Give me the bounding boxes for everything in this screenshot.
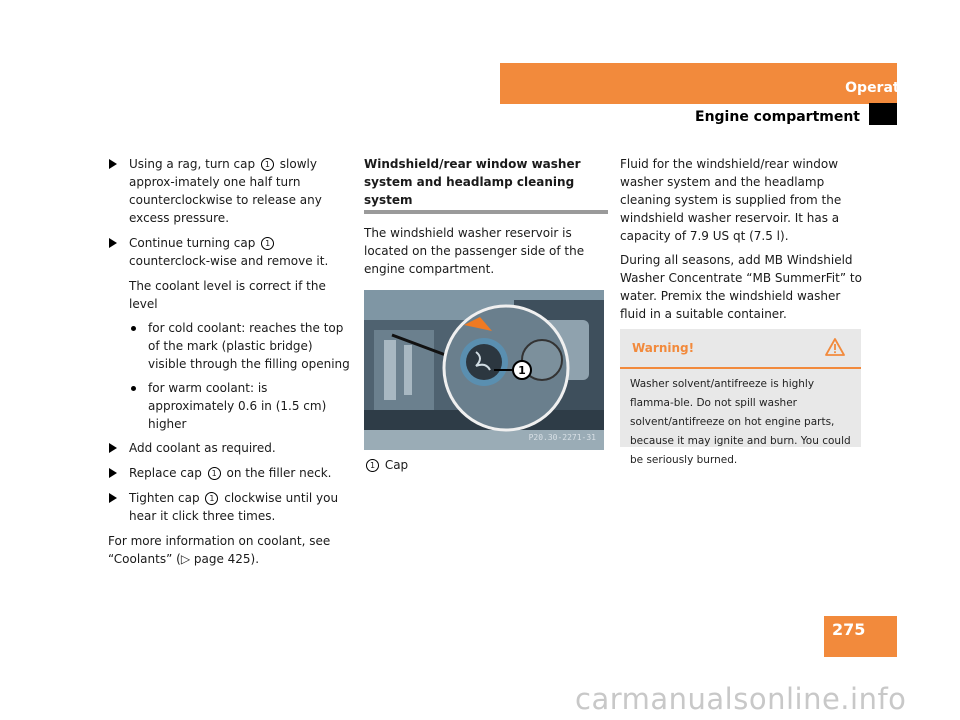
step-arrow-icon xyxy=(109,468,117,478)
step-item: Tighten cap 1 clockwise until you hear it click three times. xyxy=(108,489,352,525)
column-fluid-info xyxy=(620,155,864,329)
concentrate-text: During all seasons, add MB Windshield Washer Concentrate “MB SummerFit” to water. Premix the windshield washer fluid in a suitable container. xyxy=(620,253,862,321)
step-arrow-icon xyxy=(109,443,117,453)
bullet-icon xyxy=(131,326,136,331)
warning-header xyxy=(620,329,861,369)
watermark: carmanualsonline.info xyxy=(575,682,907,716)
step-arrow-icon xyxy=(109,238,117,248)
engine-illustration xyxy=(364,290,604,450)
photo-caption: 1 Cap xyxy=(364,456,608,474)
reservoir-location-text: The windshield washer reservoir is located on the passenger side of the engine compartment. xyxy=(364,226,585,276)
warning-triangle-icon xyxy=(825,338,845,360)
step-item: Replace cap 1 on the filler neck. xyxy=(108,464,352,482)
bullet-icon xyxy=(131,386,136,391)
header-band xyxy=(500,63,897,104)
engine-photo xyxy=(364,290,604,450)
fluid-supply-text: Fluid for the windshield/rear window washer system and the headlamp cleaning system is supplied from the windshield washer reservoir. It has a capacity of 7.9 US qt (7.5 l). xyxy=(620,157,842,243)
step-arrow-icon xyxy=(109,493,117,503)
more-info-text: For more information on coolant, see “Coolants” (▷ page 425). xyxy=(108,534,331,566)
step-item: Using a rag, turn cap 1 slowly approx-imately one half turn counterclockwise to release any excess pressure. xyxy=(108,155,352,227)
level-intro: The coolant level is correct if the level xyxy=(129,279,326,311)
warning-label: Warning! xyxy=(632,341,695,355)
header-marker xyxy=(869,103,897,125)
subheading-rule xyxy=(364,210,608,214)
step-item: Add coolant as required. xyxy=(108,439,352,457)
column-washer-system xyxy=(364,155,608,480)
column-coolant-steps xyxy=(108,155,352,574)
step-item: Continue turning cap 1 counterclock-wise and remove it. xyxy=(108,234,352,270)
callout-number: 1 xyxy=(366,459,379,472)
callout-number: 1 xyxy=(205,492,218,505)
callout-number: 1 xyxy=(261,237,274,250)
callout-number: 1 xyxy=(261,158,274,171)
photo-code: P20.30-2271-31 xyxy=(528,433,596,442)
list-item: for cold coolant: reaches the top of the mark (plastic bridge) visible through the filling opening xyxy=(108,319,352,373)
step-arrow-icon xyxy=(109,159,117,169)
warning-box xyxy=(620,329,861,466)
section-title: Operation xyxy=(845,80,924,96)
list-item: for warm coolant: is approximately 0.6 in (1.5 cm) higher xyxy=(108,379,352,433)
section-subheading: Windshield/rear window washer system and headlamp cleaning system xyxy=(364,157,581,207)
callout-number: 1 xyxy=(208,467,221,480)
photo-callout-number: 1 xyxy=(518,364,526,377)
page-number: 275 xyxy=(832,620,866,639)
warning-text: Washer solvent/antifreeze is highly flamma-ble. Do not spill washer solvent/antifreeze on hot engine parts, because it may ignite and burn. You could be seriously burned. xyxy=(630,378,851,466)
page-title: Engine compartment xyxy=(695,109,860,125)
